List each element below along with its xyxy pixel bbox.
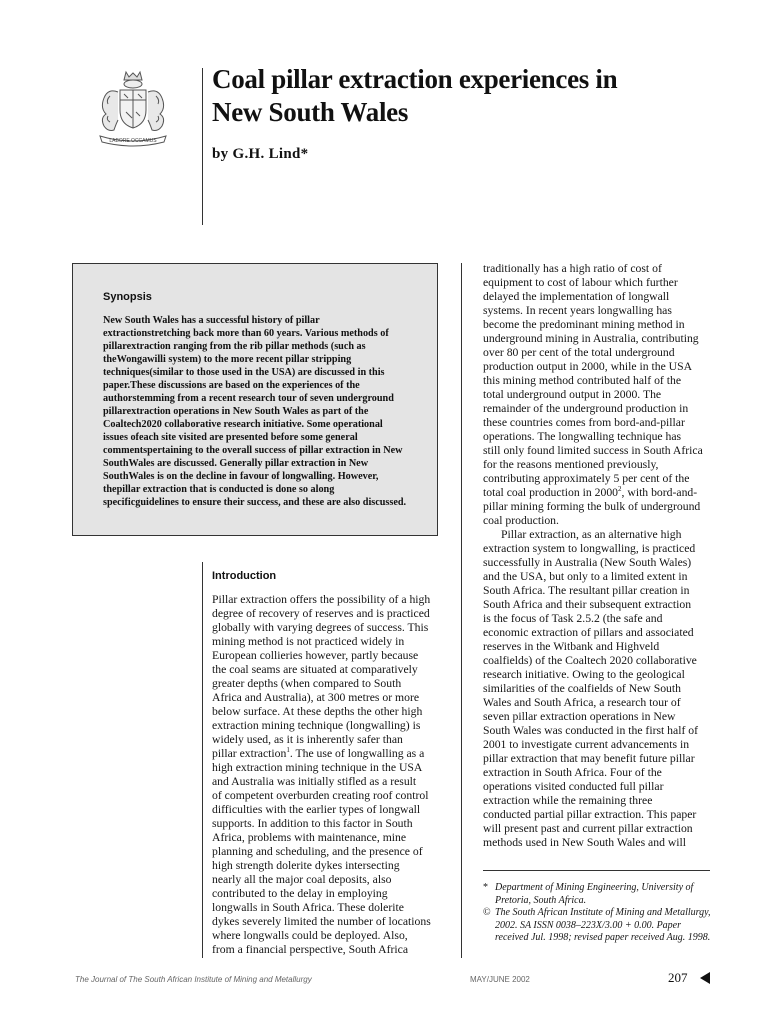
synopsis-line: 2020 collaborative research initiative. Some operational issues of: [103, 419, 383, 443]
column-rule: [461, 263, 462, 958]
text-line: coalfields) of the Coaltech 2020 collaborative: [483, 654, 697, 667]
synopsis-line: These discussions are based on the experiences of the author: [103, 380, 360, 404]
text-line: Pillar extraction offers the possibility of a high: [212, 593, 431, 606]
text-line: nearly all the major coal deposits, also: [212, 873, 392, 886]
text-line: European collieries however, partly because: [212, 649, 419, 662]
footnote-mark: *: [483, 882, 488, 893]
text-line: globally with varying degrees of success. This: [212, 621, 429, 634]
text-line: this mining method contributed half of the: [483, 374, 682, 387]
text-line: contributing approximately 5 per cent of the: [483, 472, 690, 485]
section-heading-introduction: Introduction: [212, 570, 277, 582]
synopsis-box: [72, 263, 438, 536]
synopsis-line: (similar to those used in the USA) are discussed in this paper.: [103, 367, 385, 391]
column-rule: [202, 562, 203, 958]
footnote-rule: [483, 870, 710, 871]
text-line: operations. The longwalling technique has: [483, 430, 682, 443]
text-line: the coal seams are situated at comparatively: [212, 663, 418, 676]
synopsis-line: pillar extraction that is conducted is done so along specific: [103, 484, 335, 508]
text-line: production output in 2000, while in the USA: [483, 360, 693, 373]
text-line: difficulties with the earlier types of longwall: [212, 803, 421, 816]
footer-issue-date: MAY/JUNE 2002: [470, 975, 530, 984]
text-line: still only found limited success in South Africa: [483, 444, 703, 457]
paper-title: [212, 63, 732, 129]
text-line: contributed to the delay in employing: [212, 887, 388, 900]
title-rule: [202, 68, 203, 225]
page-number: 207: [668, 970, 688, 985]
text-line: widely used, as it is inherently safer than: [212, 733, 403, 746]
synopsis-line: Wales are discussed. Generally pillar extraction in New South: [103, 458, 369, 482]
text-line: economic extraction of pillars and associated: [483, 626, 694, 639]
footnote: [483, 907, 713, 945]
text-line: equipment to cost of labour which further: [483, 276, 678, 289]
footnote-mark: ©: [483, 907, 491, 918]
footnote: [483, 882, 713, 907]
text-line: 2001 to investigate current advancements in: [483, 738, 690, 751]
text-line: high strength dolerite dykes intersecting: [212, 859, 400, 872]
text-line: traditionally has a high ratio of cost of: [483, 262, 662, 275]
text-line: high extraction mining technique in the USA: [212, 761, 423, 774]
text-line: is the focus of Task 2.5.2 (the safe and: [483, 612, 663, 625]
text-line: reserves in the Witbank and Highveld: [483, 640, 660, 653]
title-line: Coal pillar extraction experiences in: [212, 64, 618, 94]
footnote-text: Department of Mining Engineering, University of Pretoria, South Africa.: [495, 882, 694, 906]
synopsis-line: each site visited are presented before some general comments: [103, 432, 358, 456]
synopsis-line: New South Wales has a successful history of pillar extraction: [103, 315, 320, 339]
text-line: from a financial perspective, South Africa: [212, 943, 409, 956]
text-line: will present past and current pillar extraction: [483, 822, 693, 835]
synopsis-line: guidelines to ensure their success, and these are also discussed.: [135, 497, 407, 508]
text-line: Africa, problems with maintenance, mine: [212, 831, 407, 844]
text-line: and Australia was initially stifled as a result: [212, 775, 417, 788]
text-fragment: pillar extraction: [212, 747, 287, 760]
synopsis-line: stretching back more than 60 years. Various methods of pillar: [103, 328, 389, 352]
text-line: extraction while the remaining three: [483, 794, 653, 807]
text-line: extraction in South Africa. Four of the: [483, 766, 662, 779]
synopsis-line: Wongawilli system) to the more recent pillar stripping techniques: [103, 354, 352, 378]
footnotes: [483, 882, 713, 945]
synopsis-line: stemming from a recent research tour of seven underground pillar: [103, 393, 394, 417]
text-line: degree of recovery of reserves and is practiced: [212, 607, 430, 620]
text-fragment: , with bord-and-: [621, 486, 698, 499]
synopsis-text: [103, 314, 409, 509]
text-line: and the USA, but only to a limited extent in: [483, 570, 688, 583]
institute-crest-logo: [96, 68, 170, 150]
synopsis-line: extraction ranging from the rib pillar methods (such as the: [103, 341, 366, 365]
footnote-text: The South African Institute of Mining and Metallurgy, 2002. SA ISSN 0038–223X/3.00 + 0.00. Paper received Jul. 1998; revised paper received Aug. 1998.: [495, 907, 711, 943]
introduction-text: [212, 593, 448, 957]
text-line: supports. In addition to this factor in South: [212, 817, 413, 830]
text-line: these countries comes from bord-and-pillar: [483, 416, 685, 429]
text-line: Africa and Australia), at 300 metres or more: [212, 691, 420, 704]
text-line: for the reasons mentioned previously,: [483, 458, 659, 471]
text-line: below surface. At these depths the other high: [212, 705, 423, 718]
text-line: conducted partial pillar extraction. This paper: [483, 808, 697, 821]
text-line: longwalls in South Africa. These dolerite: [212, 901, 404, 914]
text-line: seven pillar extraction operations in New: [483, 710, 676, 723]
text-line: where longwalls could be deployed. Also,: [212, 929, 408, 942]
text-line: South Wales was conducted in the first half of: [483, 724, 699, 737]
text-line: remainder of the underground production in: [483, 402, 689, 415]
synopsis-line: pertaining to the overall success of pillar extraction in New South: [103, 445, 403, 469]
text-line: dykes severely limited the number of locations: [212, 915, 431, 928]
crest-motto: LABORE OCCAMUS: [109, 138, 157, 144]
reference-marker: 2: [618, 485, 622, 494]
text-line: extraction mining technique (longwalling) is: [212, 719, 421, 732]
text-line: South Africa and their subsequent extraction: [483, 598, 692, 611]
body-text-column: [483, 262, 713, 850]
text-line: Pillar extraction, as an alternative high: [501, 528, 682, 541]
text-line: research initiative. Owing to the geological: [483, 668, 685, 681]
text-line: [483, 486, 713, 500]
text-line: become the predominant mining method in: [483, 318, 685, 331]
footer-journal-name: The Journal of The South African Institute of Mining and Metallurgy: [75, 975, 312, 984]
text-fragment: . The use of longwalling as a: [289, 747, 425, 760]
text-line: underground mining in Australia, contributing: [483, 332, 699, 345]
text-line: successfully in Australia (New South Wales): [483, 556, 692, 569]
text-line: of competent overburden creating roof control: [212, 789, 429, 802]
synopsis-line: Wales is on the decline in favour of longwalling. However, the: [103, 471, 379, 495]
text-line: pillar mining forming the bulk of underground: [483, 500, 701, 513]
text-line: pillar extraction that may benefit future pillar: [483, 752, 695, 765]
text-line: over 80 per cent of the total underground: [483, 346, 675, 359]
synopsis-line: extraction operations in New South Wales as part of the Coaltech: [103, 406, 369, 430]
text-line: [212, 747, 448, 761]
text-line: similarities of the coalfields of New South: [483, 682, 681, 695]
text-line: greater depths (when compared to South: [212, 677, 402, 690]
synopsis-heading: Synopsis: [103, 291, 152, 303]
author-byline: by G.H. Lind*: [212, 146, 309, 162]
text-line: extraction system to longwalling, is practiced: [483, 542, 696, 555]
text-line: methods used in New South Wales and will: [483, 836, 687, 849]
text-line: mining method is not practiced widely in: [212, 635, 405, 648]
text-line: South Africa. The resultant pillar creation in: [483, 584, 690, 597]
text-line: total underground output in 2000. The: [483, 388, 662, 401]
text-line: operations visited conducted full pillar: [483, 780, 664, 793]
reference-marker: 1: [286, 746, 290, 755]
title-line: New South Wales: [212, 97, 409, 127]
text-line: delayed the implementation of longwall: [483, 290, 670, 303]
text-fragment: total coal production in 2000: [483, 486, 619, 499]
text-line: systems. In recent years longwalling has: [483, 304, 672, 317]
text-line: planning and scheduling, and the presence of: [212, 845, 423, 858]
left-arrow-icon: [700, 972, 710, 984]
text-line: coal production.: [483, 514, 559, 527]
text-line: Wales and South Africa, a research tour of: [483, 696, 681, 709]
